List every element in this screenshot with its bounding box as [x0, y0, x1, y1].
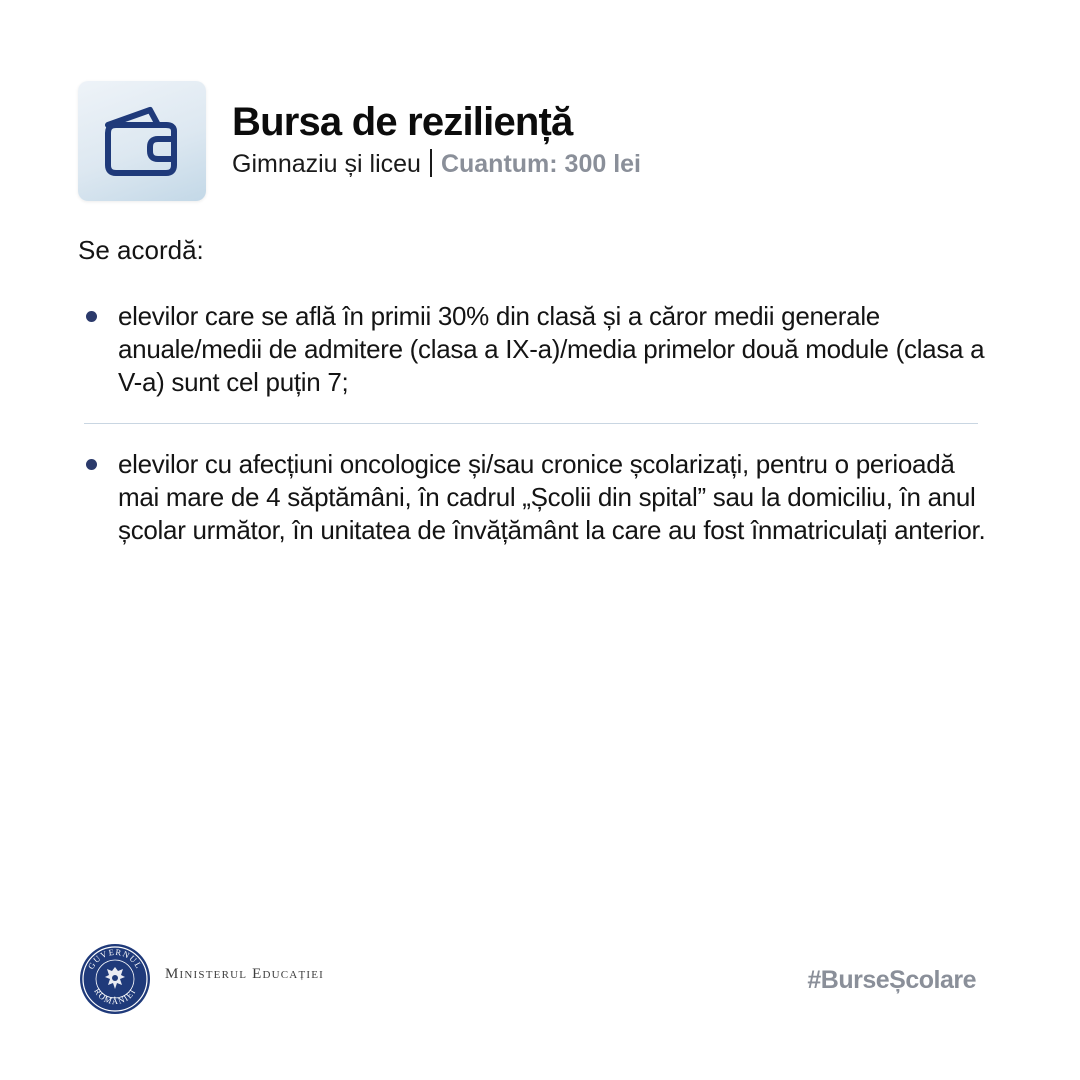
list-item-text: elevilor cu afecțiuni oncologice și/sau cronice școlarizați, pentru o perioadă mai mare de 4 săptămâni, în cadrul „Școlii din spital” sau la domiciliu, în anul școlar următor, în unitatea de învățământ la care au fost înmatriculați anterior. [118, 449, 986, 545]
hashtag: #BurseȘcolare [807, 966, 976, 994]
subtitle-amount: Cuantum: 300 lei [440, 150, 642, 178]
subtitle [232, 148, 641, 180]
list-item-text: elevilor care se află în primii 30% din clasă și a căror medii generale anuale/medii de admitere (clasa a IX-a)/media primelor două module (clasa a V-a) sunt cel puțin 7; [118, 301, 985, 397]
svg-text:GUVERNUL: GUVERNUL [85, 946, 145, 971]
bullet-icon [86, 459, 97, 470]
bullet-icon [86, 311, 97, 322]
svg-text:ROMÂNIEI: ROMÂNIEI [92, 986, 138, 1007]
criteria-list [78, 300, 998, 547]
wallet-icon [102, 101, 182, 181]
guvernul-romaniei-seal-icon [79, 943, 151, 1015]
subtitle-level: Gimnaziu și liceu [232, 150, 421, 178]
wallet-icon-tile [78, 81, 206, 201]
divider [84, 423, 978, 424]
header [78, 81, 641, 201]
intro-text: Se acordă: [78, 235, 204, 265]
government-logo [79, 943, 151, 1020]
list-item [78, 448, 998, 547]
subtitle-separator [430, 149, 432, 177]
ministry-name: Ministerul Educației [165, 966, 325, 982]
page-title: Bursa de reziliență [232, 100, 573, 144]
list-item [78, 300, 998, 399]
